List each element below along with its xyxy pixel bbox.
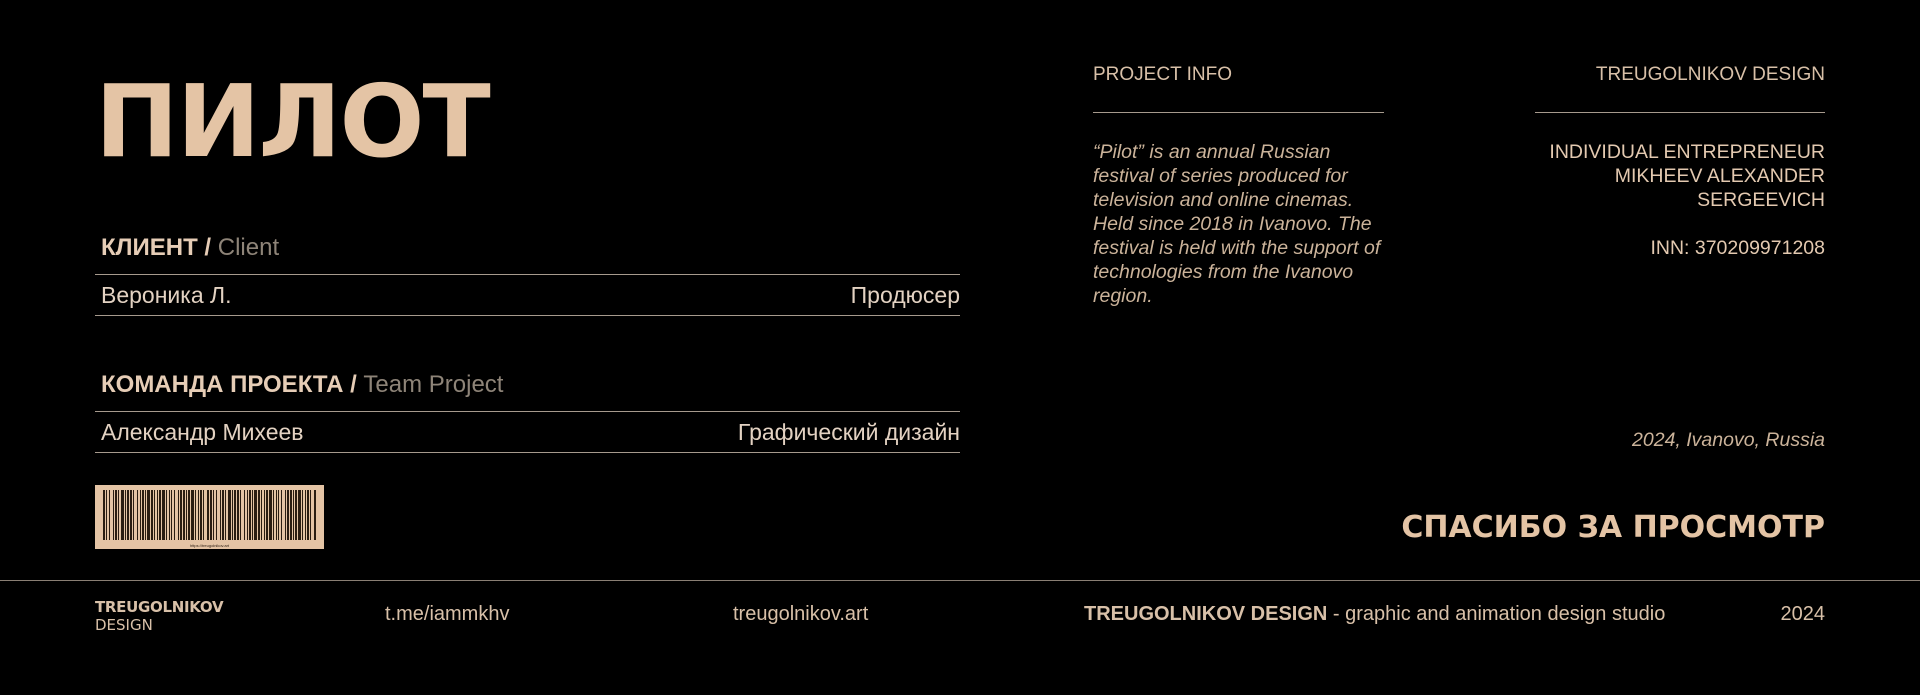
client-name: Вероника Л. xyxy=(101,282,232,308)
barcode-bar xyxy=(298,490,301,540)
barcode-bars xyxy=(103,490,316,540)
barcode-bar xyxy=(305,490,306,540)
thanks-message: СПАСИБО ЗА ПРОСМОТР xyxy=(1401,510,1825,545)
barcode-bar xyxy=(249,490,251,540)
barcode xyxy=(95,485,324,549)
inn-number: INN: 370209971208 xyxy=(1650,237,1825,259)
barcode-bar xyxy=(113,490,114,540)
client-role: Продюсер xyxy=(850,282,960,308)
barcode-bar xyxy=(151,490,153,540)
divider xyxy=(95,411,960,412)
barcode-bar xyxy=(293,490,294,540)
barcode-bar xyxy=(174,490,175,540)
barcode-bar xyxy=(188,490,190,540)
barcode-bar xyxy=(130,490,132,540)
team-member-role: Графический дизайн xyxy=(737,419,960,445)
website-link[interactable]: treugolnikov.art xyxy=(733,603,869,625)
barcode-bar xyxy=(310,490,311,540)
barcode-bar xyxy=(261,490,262,540)
team-heading-ru: КОМАНДА ПРОЕКТА / xyxy=(101,371,357,398)
barcode-bar xyxy=(118,490,119,540)
barcode-bar xyxy=(140,490,141,540)
logo-line-1: TREUGOLNIKOV xyxy=(95,598,224,616)
divider xyxy=(1535,112,1825,113)
barcode-bar xyxy=(273,490,274,540)
barcode-bar xyxy=(115,490,117,540)
barcode-bar xyxy=(278,490,279,540)
barcode-bar xyxy=(203,490,204,540)
barcode-bar xyxy=(244,490,245,540)
studio-tagline xyxy=(1084,601,1665,627)
barcode-bar xyxy=(228,490,231,540)
barcode-bar xyxy=(264,490,265,540)
entrepreneur-line: MIKHEEV ALEXANDER xyxy=(1614,165,1825,187)
entrepreneur-info xyxy=(1549,140,1825,212)
barcode-bar xyxy=(210,490,212,540)
barcode-bar xyxy=(109,490,110,540)
team-heading-en: Team Project xyxy=(363,371,504,398)
barcode-bar xyxy=(178,490,179,540)
project-info-heading: PROJECT INFO xyxy=(1093,64,1232,85)
barcode-bar xyxy=(247,490,248,540)
barcode-bar xyxy=(281,490,282,540)
entrepreneur-line: SERGEEVICH xyxy=(1697,189,1825,211)
client-heading-ru: КЛИЕНТ / xyxy=(101,234,212,261)
barcode-bar xyxy=(307,490,309,540)
barcode-bar xyxy=(147,490,150,540)
barcode-bar xyxy=(222,490,224,540)
barcode-bar xyxy=(207,490,209,540)
page-title: ПИЛОТ xyxy=(95,63,489,180)
logo-line-2: DESIGN xyxy=(95,616,153,634)
divider xyxy=(1093,112,1384,113)
barcode-bar xyxy=(180,490,182,540)
barcode-bar xyxy=(145,490,146,540)
place-date: 2024, Ivanovo, Russia xyxy=(1632,429,1825,451)
client-heading xyxy=(101,233,279,263)
studio-name: TREUGOLNIKOV DESIGN xyxy=(1084,603,1328,625)
barcode-bar xyxy=(234,490,236,540)
barcode-bar xyxy=(186,490,187,540)
barcode-bar xyxy=(237,490,239,540)
footer-divider xyxy=(0,580,1920,581)
divider xyxy=(95,315,960,316)
barcode-bar xyxy=(232,490,233,540)
barcode-bar xyxy=(220,490,221,540)
divider xyxy=(95,274,960,275)
barcode-bar xyxy=(252,490,253,540)
barcode-bar xyxy=(121,490,124,540)
studio-description: - graphic and animation design studio xyxy=(1327,603,1666,625)
barcode-bar xyxy=(183,490,185,540)
barcode-bar xyxy=(159,490,161,540)
barcode-bar xyxy=(142,490,144,540)
barcode-bar xyxy=(106,490,107,540)
barcode-bar xyxy=(166,490,167,540)
footer-year: 2024 xyxy=(1780,603,1825,625)
footer-logo[interactable] xyxy=(95,598,223,634)
project-description: “Pilot” is an annual Russian festival of series produced for television and online cinemas. Held since 2018 in Ivanovo. The festival is held with the support of technologies from the Ivanovo region. xyxy=(1093,141,1381,307)
barcode-bar xyxy=(198,490,199,540)
barcode-caption: https://treugolnikov.art xyxy=(189,543,230,548)
team-member-name: Александр Михеев xyxy=(101,419,304,445)
barcode-bar xyxy=(103,490,105,540)
barcode-bar xyxy=(287,490,289,540)
barcode-bar xyxy=(133,490,134,540)
barcode-bar xyxy=(302,490,303,540)
barcode-bar xyxy=(157,490,158,540)
barcode-bar xyxy=(290,490,292,540)
barcode-bar xyxy=(191,490,194,540)
barcode-bar xyxy=(162,490,165,540)
barcode-bar xyxy=(314,490,316,540)
barcode-bar xyxy=(258,490,260,540)
barcode-bar xyxy=(295,490,297,540)
barcode-bar xyxy=(171,490,172,540)
barcode-bar xyxy=(254,490,257,540)
barcode-bar xyxy=(285,490,286,540)
barcode-bar xyxy=(269,490,272,540)
barcode-bar xyxy=(225,490,226,540)
entrepreneur-line: INDIVIDUAL ENTREPRENEUR xyxy=(1549,141,1825,163)
barcode-bar xyxy=(154,490,155,540)
barcode-bar xyxy=(137,490,138,540)
barcode-bar xyxy=(240,490,241,540)
telegram-link[interactable]: t.me/iammkhv xyxy=(385,603,510,625)
barcode-bar xyxy=(169,490,170,540)
barcode-bar xyxy=(266,490,268,540)
barcode-bar xyxy=(213,490,214,540)
barcode-bar xyxy=(216,490,217,540)
team-heading xyxy=(101,370,503,400)
barcode-bar xyxy=(127,490,129,540)
client-heading-en: Client xyxy=(217,234,280,261)
barcode-bar xyxy=(276,490,277,540)
barcode-bar xyxy=(195,490,196,540)
studio-heading: TREUGOLNIKOV DESIGN xyxy=(1595,64,1825,85)
barcode-bar xyxy=(200,490,202,540)
barcode-bar xyxy=(125,490,126,540)
divider xyxy=(95,452,960,453)
